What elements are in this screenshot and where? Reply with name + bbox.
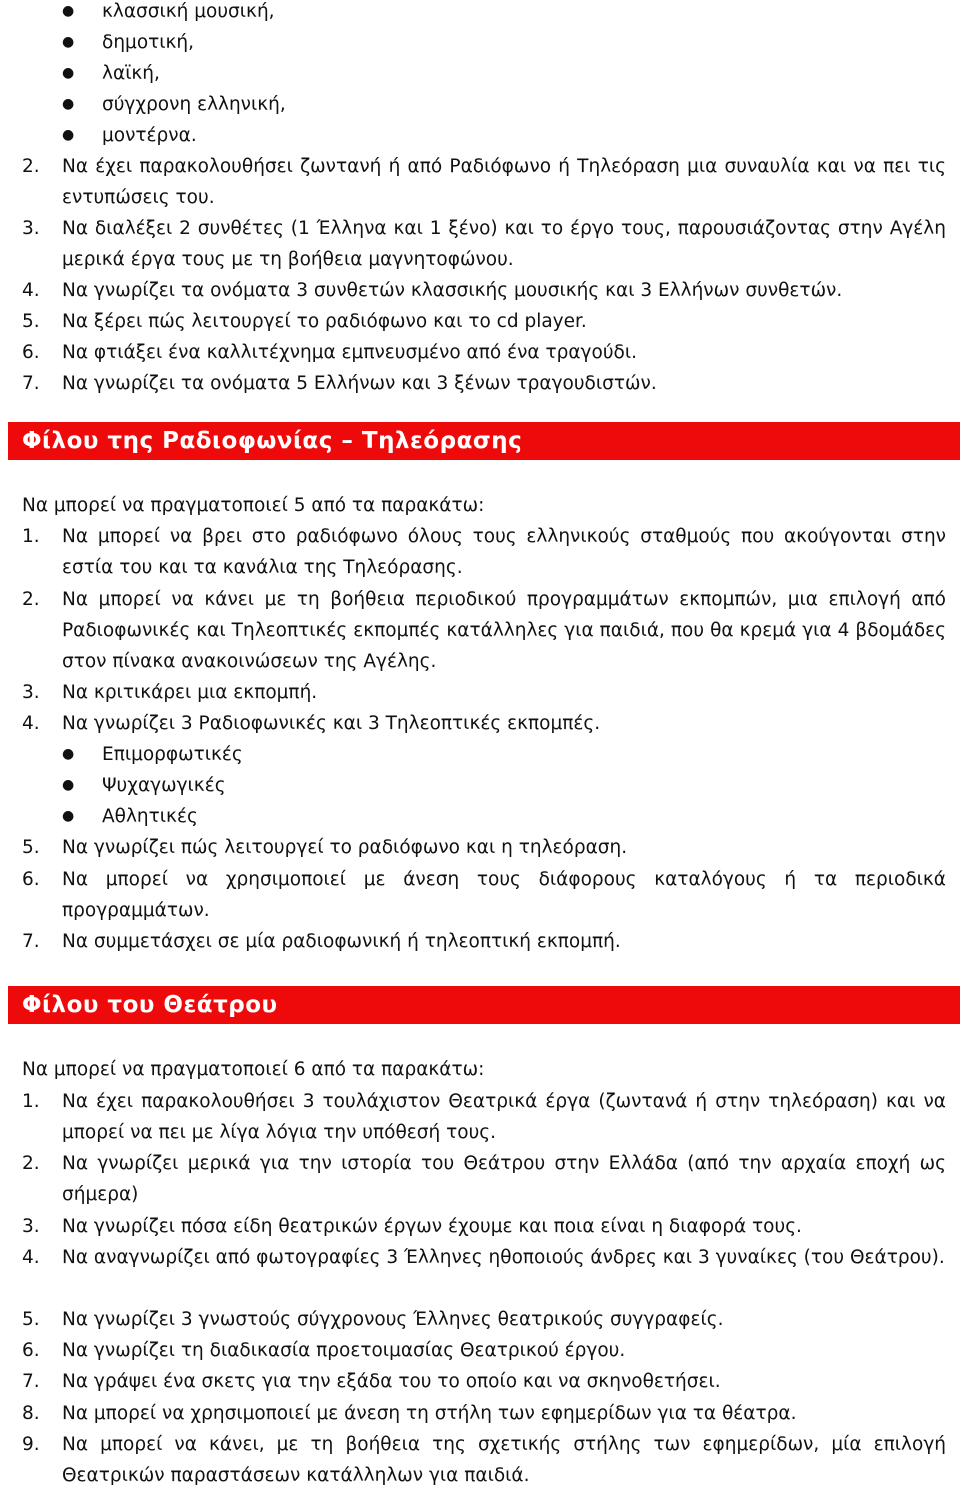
document-page: ● κλασσική μουσική, ● δημοτική, ● λαϊκή, ● σύγχρονη ελληνική, ● μοντέρνα. 2. Να έχει παρακολουθήσει ζωντανή ή από Ραδιόφωνο ή Τηλεόραση μια συναυλία και να πει τις εντυπώσεις του. 3. Να διαλέξει 2 συνθέτες (1 Έλληνα και 1 ξένο) και το έργο τους, παρουσιάζοντας στην Αγέλη μερικά έργα τους με τη βοήθεια μαγνητοφώνου. 4. Να γνωρίζει τα ονόματα 3 συνθετών κλασσικής μουσικής και 3 Ελλήνων συνθετών. 5. Να ξέρει πώς λειτουργεί το ραδιόφωνο και το cd player. 6. Να φτιάξει ένα καλλιτέχνημα εμπνευσμένο από ένα τραγούδι. 7. Να γνωρίζει τα ονόματα 5 Ελλήνων και 3 ξένων τραγουδιστών. Φίλου της Ραδιοφωνίας – Τηλεόρασης Να μπορεί να πραγματοποιεί 5 από τα παρακάτω: 1. Να μπορεί να βρει στο ραδιόφωνο όλους τους ελληνικούς σταθμούς που ακούγονται στην εστία του και τα κανάλια της Τηλεόρασης. 2. Να μπορεί να κάνει με τη βοήθεια περιοδικού προγραμμάτων εκπομπών, μια επιλογή από Ραδιοφωνικές και Τηλεοπτικές εκπομπές κατάλληλες για παιδιά, που θα κρεμά για 4 βδομάδες στον πίνακα ανακοινώσεων της Αγέλης. 3. Να κριτικάρει μια εκπομπή. 4. Να γνωρίζει 3 Ραδιοφωνικές και 3 Τηλεοπτικές εκπομπές. ● Επιμορφωτικές ● Ψυχαγωγικές ● Αθλητικές 5. Να γνωρίζει πώς λειτουργεί το ραδιόφωνο και η τηλεόραση. 6. Να μπορεί να χρησιμοποιεί με άνεση τους διάφορους καταλόγους ή τα περιοδικά προγραμμάτων. 7. Να συμμετάσχει σε μία ραδιοφωνική ή τηλεοπτική εκπομπή. Φίλου του Θεάτρου Να μπορεί να πραγματοποιεί 6 από τα παρακάτω: 1. Να έχει παρακολουθήσει 3 τουλάχιστον Θεατρικά έργα (ζωντανά ή στην τηλεόραση) και να μπορεί να πει με λίγα λόγια την υπόθεσή τους. 2. Να γνωρίζει μερικά για την ιστορία του Θεάτρου στην Ελλάδα (από την αρχαία εποχή ως σήμερα) 3. Να γνωρίζει πόσα είδη θεατρικών έργων έχουμε και ποια είναι η διαφορά τους. 4. Να αναγνωρίζει από φωτογραφίες 3 Έλληνες ηθοποιούς άνδρες και 3 γυναίκες (του Θεάτρου). 5. Να γνωρίζει 3 γνωστούς σύγχρονους Έλληνες θεατρικούς συγγραφείς. 6. Να γνωρίζει τη διαδικασία προετοιμασίας Θεατρικού έργου. 7. Να γράψει ένα σκετς για την εξάδα του το οποίο και να σκηνοθετήσει. 8. Να μπορεί να χρησιμοποιεί με άνεση τη στήλη των εφημερίδων για τα θέατρα. 9. Να μπορεί να κάνει, με τη βοήθεια της σχετικής στήλης των εφημερίδων, μία επιλογή Θεατρικών παραστάσεων κατάλληλων για παιδιά. xyxy=(0,0,960,1490)
bullet-icon: ● xyxy=(62,34,75,50)
bullet-icon: ● xyxy=(62,127,75,143)
section-intro: Να μπορεί να πραγματοποιεί 6 από τα παρακάτω: xyxy=(22,1059,485,1080)
bullet-icon: ● xyxy=(62,96,75,112)
section-heading-radio-tv: Φίλου της Ραδιοφωνίας – Τηλεόρασης xyxy=(8,422,960,460)
bullet-icon: ● xyxy=(62,3,75,19)
bullet-icon: ● xyxy=(62,777,75,793)
section-heading-theatre: Φίλου του Θεάτρου xyxy=(8,986,960,1024)
list-item-text: Να διαλέξει 2 συνθέτες (1 Έλληνα και 1 ξένο) και το έργο τους, παρουσιάζοντας στην Αγέλη μερικά έργα τους με τη βοήθεια μαγνητοφώνου. xyxy=(62,218,946,270)
list-item-text: Να μπορεί να χρησιμοποιεί με άνεση τους διάφορους καταλόγους ή τα περιοδικά προγραμμάτων. xyxy=(62,869,946,921)
bullet-icon: ● xyxy=(62,808,75,824)
section-intro: Να μπορεί να πραγματοποιεί 5 από τα παρακάτω: xyxy=(22,495,485,516)
list-item-text: Να έχει παρακολουθήσει ζωντανή ή από Ραδιόφωνο ή Τηλεόραση μια συναυλία και να πει τις εντυπώσεις του. xyxy=(62,156,946,208)
list-item-text: Να αναγνωρίζει από φωτογραφίες 3 Έλληνες ηθοποιούς άνδρες και 3 γυναίκες (του Θεάτρου). xyxy=(62,1247,945,1268)
list-item-text: Να μπορεί να κάνει, με τη βοήθεια της σχετικής στήλης των εφημερίδων, μία επιλογή Θεατρικών παραστάσεων κατάλληλων για παιδιά. xyxy=(62,1434,946,1486)
list-item-text: Να έχει παρακολουθήσει 3 τουλάχιστον Θεατρικά έργα (ζωντανά ή στην τηλεόραση) και να μπορεί να πει με λίγα λόγια την υπόθεσή τους. xyxy=(62,1091,946,1143)
list-item-text: Να γνωρίζει μερικά για την ιστορία του Θεάτρου στην Ελλάδα (από την αρχαία εποχή ως σήμερα) xyxy=(62,1153,946,1205)
bullet-icon: ● xyxy=(62,65,75,81)
list-item-text: Να μπορεί να βρει στο ραδιόφωνο όλους τους ελληνικούς σταθμούς που ακούγονται στην εστία του και τα κανάλια της Τηλεόρασης. xyxy=(62,526,946,578)
bullet-icon: ● xyxy=(62,746,75,762)
list-item-text: Να μπορεί να κάνει με τη βοήθεια περιοδικού προγραμμάτων εκπομπών, μια επιλογή από Ραδιοφωνικές και Τηλεοπτικές εκπομπές κατάλληλες για παιδιά, που θα κρεμά για 4 βδομάδες στον πίνακα ανακοινώσεων της Αγέλης. xyxy=(62,589,946,672)
